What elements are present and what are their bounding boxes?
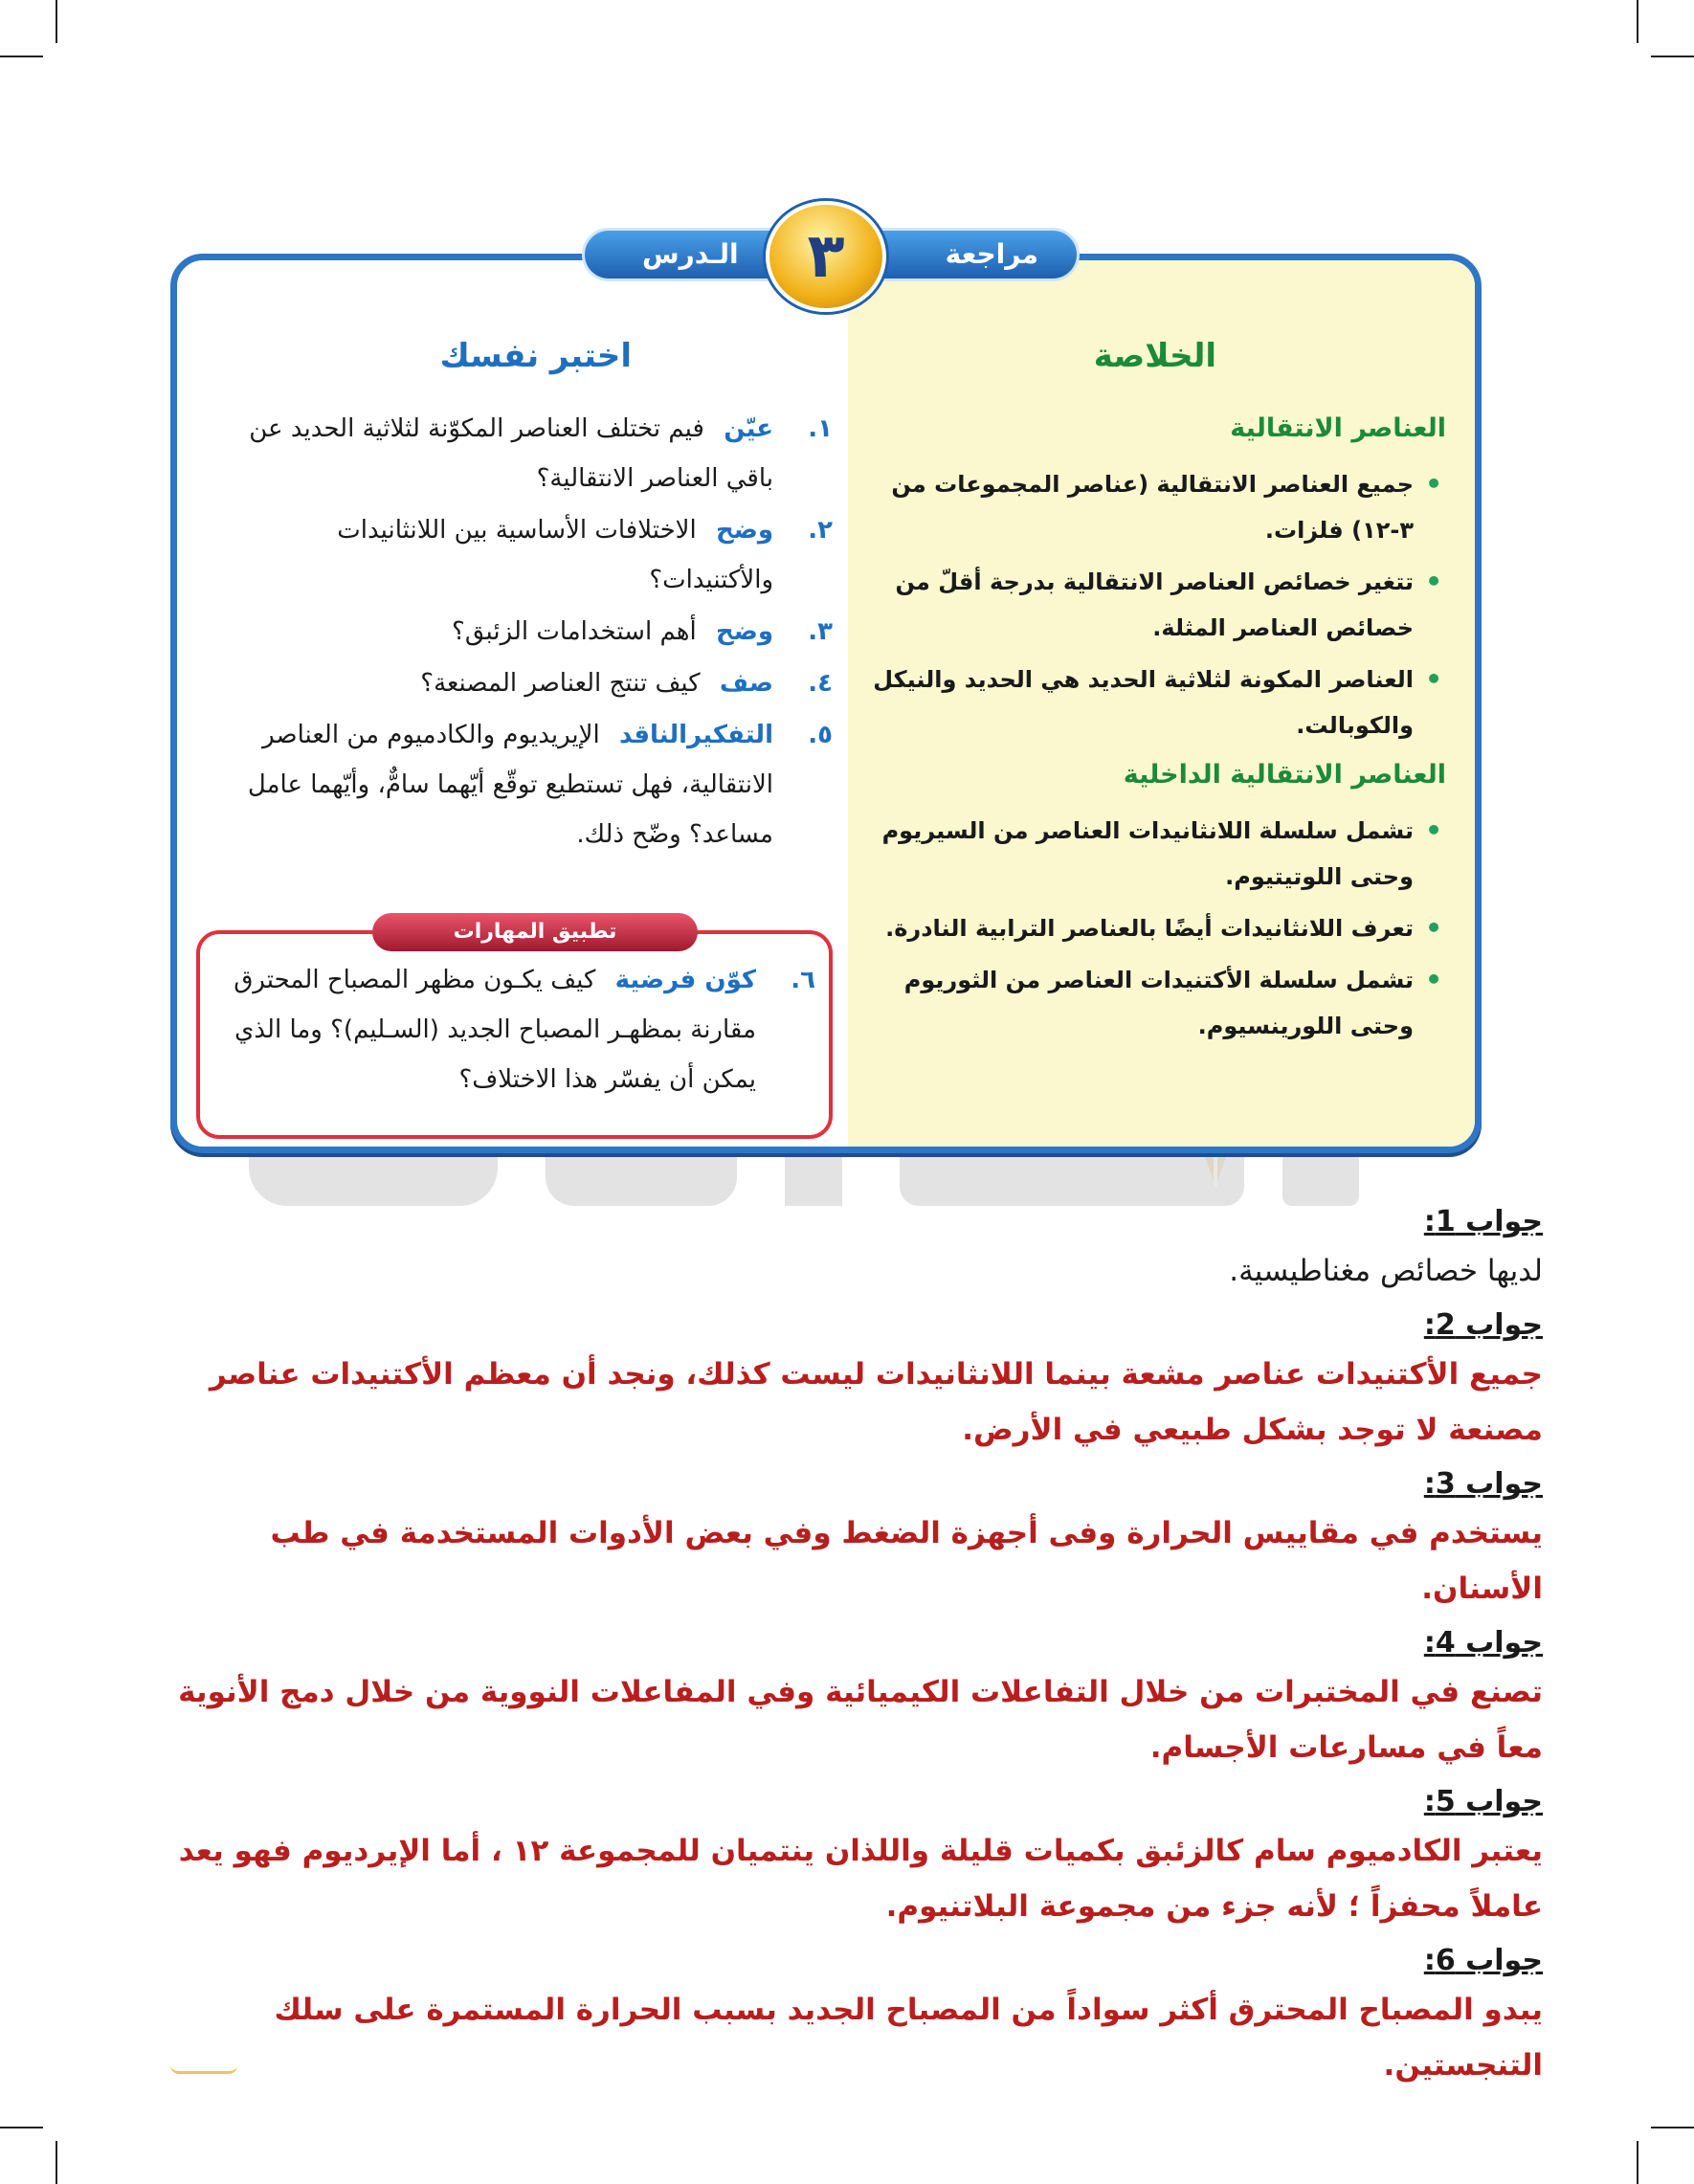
section-title-transition-elements: العناصر الانتقالية xyxy=(1230,413,1446,443)
question-number: ٢. xyxy=(808,516,833,545)
question-verb: وضح xyxy=(715,617,773,646)
question-verb: صف xyxy=(719,669,773,698)
banner-review-word: مراجعة xyxy=(945,238,1038,270)
crop-mark xyxy=(1637,0,1638,43)
question-text: كيف تنتج العناصر المصنعة؟ xyxy=(420,669,701,698)
answer-title: جواب 4: xyxy=(1423,1626,1543,1660)
question-verb: عيّن xyxy=(724,414,773,443)
crop-mark xyxy=(0,56,43,57)
list-item: • العناصر المكونة لثلاثية الحديد هي الحديد والنيكل والكوبالت. xyxy=(872,657,1446,748)
question-number: ٦. xyxy=(791,966,815,994)
question-item xyxy=(220,607,833,657)
list-item: • تعرف اللانثانيدات أيضًا بالعناصر الترابية النادرة. xyxy=(872,905,1446,951)
list-item: • تشمل سلسلة الأكتنيدات العناصر من الثوريوم وحتى اللورينسيوم. xyxy=(872,957,1446,1049)
question-item xyxy=(220,710,833,859)
question-verb: كوّن فرضية xyxy=(614,966,756,994)
question-number: ٥. xyxy=(808,721,833,749)
banner-lesson-word: الـدرس xyxy=(642,238,739,270)
question-item xyxy=(222,955,815,1104)
question-number: ٣. xyxy=(808,617,833,646)
lesson-number-badge: ٣ xyxy=(766,201,886,312)
summary-panel xyxy=(848,260,1475,1147)
section-title-inner-transition: العناصر الانتقالية الداخلية xyxy=(1123,760,1446,790)
questions-list xyxy=(220,404,833,861)
answer-text: يعتبر الكادميوم سام كالزئبق بكميات قليلة واللذان ينتميان للمجموعة ١٢ ، أما الإيرديوم فهو يعد عاملاً محفزاً ؛ لأنه جزء من مجموعة البلاتنيوم. xyxy=(178,1834,1543,1924)
lesson-review-box xyxy=(170,254,1482,1153)
skills-label: تطبيق المهارات xyxy=(372,913,698,951)
list-item: • تشمل سلسلة اللانثانيدات العناصر من السيريوم وحتى اللوتيتيوم. xyxy=(872,808,1446,900)
question-text: الإيريديوم والكادميوم من العناصر الانتقالية، فهل تستطيع توقّع أيّهما سامٌّ، وأيّهما عامل مساعد؟ وضّح ذلك. xyxy=(247,721,773,849)
question-number: ١. xyxy=(808,414,833,443)
skills-application-box xyxy=(196,920,833,1139)
test-yourself-panel xyxy=(177,260,861,1147)
list-item: • تتغير خصائص العناصر الانتقالية بدرجة أقلّ من خصائص العناصر المثلة. xyxy=(872,559,1446,651)
question-item xyxy=(220,505,833,605)
question-text: الاختلافات الأساسية بين اللانثانيدات والأكتنيدات؟ xyxy=(337,516,773,594)
answer-title: جواب 2: xyxy=(1423,1308,1543,1342)
question-text: فيم تختلف العناصر المكوّنة لثلاثية الحديد عن باقي العناصر الانتقالية؟ xyxy=(249,414,773,493)
answer-text: يبدو المصباح المحترق أكثر سواداً من المصباح الجديد بسبب الحرارة المستمرة على سلك التنجستين. xyxy=(274,1993,1543,2083)
crop-mark xyxy=(56,2141,57,2184)
answer-title: جواب 3: xyxy=(1423,1467,1543,1501)
test-heading: اختبر نفسك xyxy=(439,337,632,375)
question-verb: التفكيرالناقد xyxy=(618,721,773,749)
question-verb: وضح xyxy=(715,516,773,545)
answer-title: جواب 5: xyxy=(1423,1785,1543,1818)
list-item: • جميع العناصر الانتقالية (عناصر المجموعات من ٣-١٢) فلزات. xyxy=(872,461,1446,553)
inner-transition-list xyxy=(872,808,1446,1055)
answer-text: يستخدم في مقاييس الحرارة وفى أجهزة الضغط وفي بعض الأدوات المستخدمة في طب الأسنان. xyxy=(270,1516,1543,1606)
answer-text: جميع الأكتنيدات عناصر مشعة بينما اللانثانيدات ليست كذلك، ونجد أن معظم الأكتنيدات عناصر مصنعة لا توجد بشكل طبيعي في الأرض. xyxy=(209,1357,1543,1447)
question-item xyxy=(220,404,833,503)
question-text: أهم استخدامات الزئبق؟ xyxy=(452,617,697,646)
crop-mark xyxy=(1637,2141,1638,2184)
answers-section xyxy=(145,1201,1543,2099)
transition-elements-list xyxy=(872,461,1446,754)
crop-mark xyxy=(0,2127,43,2128)
question-item xyxy=(220,658,833,708)
question-text: كيف يكـون مظهر المصباح المحترق مقارنة بمظهـر المصباح الجديد (السـليم)؟ وما الذي يمكن أن يفسّر هذا الاختلاف؟ xyxy=(234,966,756,1094)
crop-mark xyxy=(1651,2127,1694,2128)
crop-mark xyxy=(56,0,57,43)
crop-mark xyxy=(1651,56,1694,57)
page-corner-mark xyxy=(170,2065,237,2074)
skill-question-list xyxy=(222,955,815,1106)
answer-title: جواب 6: xyxy=(1423,1944,1543,1977)
question-number: ٤. xyxy=(808,669,833,698)
answer-text: لديها خصائص مغناطيسية. xyxy=(1229,1254,1543,1288)
summary-heading: الخلاصة xyxy=(1093,337,1216,375)
answer-text: تصنع في المختبرات من خلال التفاعلات الكيميائية وفي المفاعلات النووية من خلال دمج الأنوية معاً في مسارعات الأجسام. xyxy=(178,1675,1543,1765)
answer-title: جواب 1: xyxy=(1423,1205,1543,1238)
